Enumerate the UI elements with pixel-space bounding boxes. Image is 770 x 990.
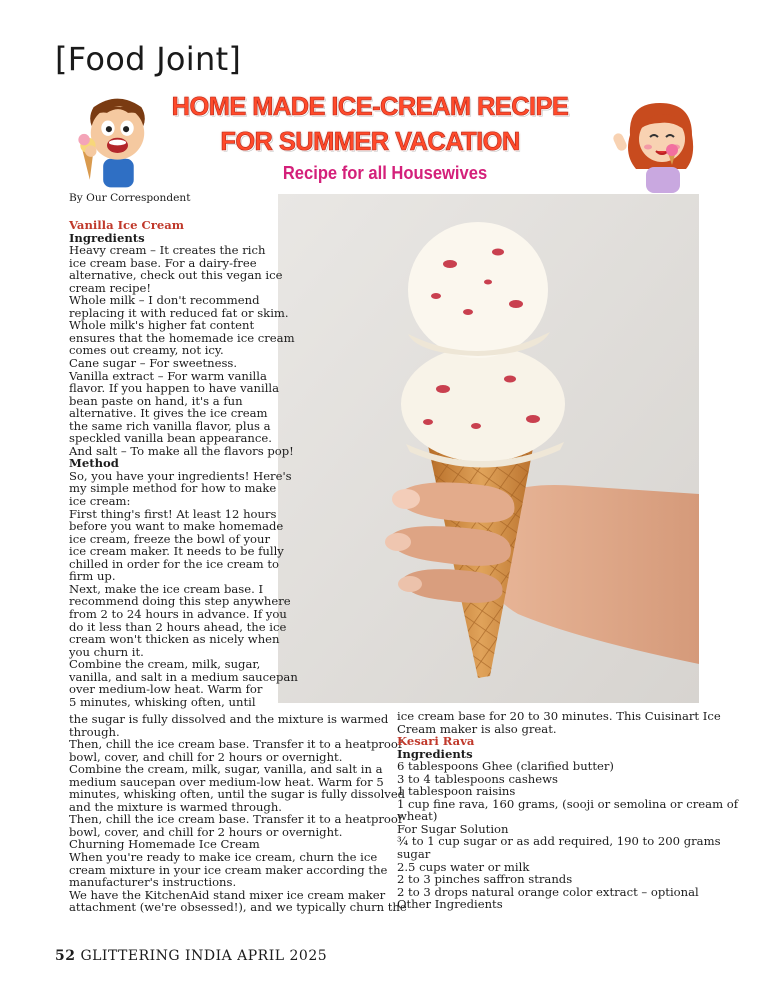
method-line: and the mixture is warmed through. — [69, 799, 282, 814]
method-line: Then, chill the ice cream base. Transfer it to a heatproof — [69, 812, 403, 827]
method-line: you churn it. — [69, 644, 144, 659]
section-label: [Food Joint] — [55, 40, 242, 78]
method-line: firm up. — [69, 569, 116, 584]
ingredient-line: 6 tablespoons Ghee (clarified butter) — [397, 759, 614, 774]
method-line: Churning Homemade Ice Cream — [69, 837, 260, 852]
method-line: bowl, cover, and chill for 2 hours or overnight. — [69, 749, 343, 764]
method-line: ice cream maker. It needs to be fully — [69, 544, 284, 559]
ingredient-line: flavor. If you happen to have vanilla — [69, 381, 280, 396]
girl-dress — [646, 167, 680, 193]
method-line: ice cream base for 20 to 30 minutes. This Cuisinart Ice — [397, 709, 721, 723]
method-line: over medium-low heat. Warm for — [69, 682, 263, 697]
ingredient-line: Heavy cream – It creates the rich — [69, 243, 266, 258]
cartoon-girl-illustration — [610, 95, 710, 195]
ingredient-line: ¾ to 1 cup sugar or as add required, 190 to 200 grams — [397, 834, 721, 849]
method-line: Then, chill the ice cream base. Transfer it to a heatproof — [69, 737, 403, 752]
method-line: vanilla, and salt in a medium saucepan — [69, 669, 298, 684]
section-title-kesari: Kesari Rava — [397, 734, 475, 749]
ingredient-line: alternative, check out this vegan ice — [69, 268, 283, 283]
kesari-column — [397, 710, 738, 911]
ingredient-line: replacing it with reduced fat or skim. — [69, 305, 289, 320]
page-number: 52 — [55, 948, 76, 964]
top-scoop — [408, 222, 548, 358]
method-line: before you want to make homemade — [69, 519, 284, 534]
method-line: ice cream, freeze the bowl of your — [69, 531, 271, 546]
ingredient-line: alternative. It gives the ice cream — [69, 406, 268, 421]
ingredient-line: ice cream base. For a dairy-free — [69, 255, 257, 270]
publication-name: GLITTERING INDIA APRIL 2025 — [80, 948, 328, 964]
ingredient-line: Whole milk – I don't recommend — [69, 293, 260, 308]
ingredient-line: Whole milk's higher fat content — [69, 318, 255, 333]
method-line: attachment (we're obsessed!), and we typically churn the — [69, 900, 407, 915]
method-line: cream mixture in your ice cream maker according the — [69, 862, 388, 877]
method-line: bowl, cover, and chill for 2 hours or overnight. — [69, 824, 343, 839]
ingredient-line: sugar — [397, 847, 431, 862]
ingredient-line: Other Ingredients — [397, 897, 503, 912]
ingredient-line: 2.5 cups water or milk — [397, 859, 530, 874]
method-line: do it less than 2 hours ahead, the ice — [69, 619, 287, 634]
method-line: First thing's first! At least 12 hours — [69, 506, 277, 521]
headline-line-2: FOR SUMMER VACATION — [220, 128, 520, 156]
ingredient-line: Cane sugar – For sweetness. — [69, 356, 238, 371]
ingredient-line: the same rich vanilla flavor, plus a — [69, 418, 271, 433]
ingredient-line: comes out creamy, not icy. — [69, 343, 224, 358]
method-line: Cream maker is also great. — [397, 721, 557, 736]
method-line: minutes, whisking often, until the sugar is fully dissolved — [69, 787, 406, 802]
ingredient-line: ensures that the homemade ice cream — [69, 330, 295, 345]
method-line: We have the KitchenAid stand mixer ice cream maker — [69, 887, 386, 902]
method-line: chilled in order for the ice cream to — [69, 556, 279, 571]
method-line: medium saucepan over medium-low heat. Warm for 5 — [69, 774, 384, 789]
method-line: 5 minutes, whisking often, until — [69, 694, 256, 709]
method-line: cream won't thicken as nicely when — [69, 632, 280, 647]
ingredient-line: wheat) — [397, 809, 438, 824]
ingredients-heading: Ingredients — [69, 230, 145, 245]
ice-cream-cone-photo — [278, 194, 699, 703]
subtitle: Recipe for all Housewives — [282, 163, 488, 183]
method-line: When you're ready to make ice cream, churn the ice — [69, 850, 378, 865]
ingredient-line: For Sugar Solution — [397, 821, 509, 836]
bottom-scoop — [401, 346, 565, 462]
method-heading: Method — [69, 456, 119, 471]
ingredient-line: 2 to 3 pinches saffron strands — [397, 872, 573, 887]
ingredient-line: 1 tablespoon raisins — [397, 784, 516, 799]
ingredient-line: 1 cup fine rava, 160 grams, (sooji or semolina or cream of — [397, 796, 739, 811]
method-line: through. — [69, 724, 120, 739]
method-line: Next, make the ice cream base. I — [69, 581, 264, 596]
section-title-vanilla: Vanilla Ice Cream — [69, 218, 185, 232]
byline: By Our Correspondent — [69, 192, 191, 204]
method-line: Combine the cream, milk, sugar, vanilla, and salt in a — [69, 762, 383, 777]
ingredient-line: Vanilla extract – For warm vanilla — [69, 368, 267, 383]
method-line: recommend doing this step anywhere — [69, 594, 291, 609]
method-line: my simple method for how to make — [69, 481, 277, 496]
ingredient-line: cream recipe! — [69, 280, 152, 295]
method-line: manufacturer's instructions. — [69, 875, 237, 890]
method-line: So, you have your ingredients! Here's — [69, 468, 292, 483]
boy-shirt — [103, 159, 134, 188]
method-line: from 2 to 24 hours in advance. If you — [69, 606, 287, 621]
method-line: ice cream: — [69, 494, 131, 509]
page-footer — [55, 948, 327, 964]
ingredient-line: 3 to 4 tablespoons cashews — [397, 771, 558, 786]
ingredients-heading: Ingredients — [397, 746, 473, 761]
ingredient-line: bean paste on hand, it's a fun — [69, 393, 243, 408]
vanilla-column — [69, 219, 298, 708]
method-line: Combine the cream, milk, sugar, — [69, 657, 261, 672]
vanilla-column-continued — [69, 713, 407, 914]
headline-line-1: HOME MADE ICE-CREAM RECIPE — [171, 93, 569, 121]
ingredient-line: And salt – To make all the flavors pop! — [69, 443, 294, 458]
ingredient-line: 2 to 3 drops natural orange color extract – optional — [397, 884, 699, 899]
girl-ice-cream — [666, 144, 678, 156]
method-line: the sugar is fully dissolved and the mixture is warmed — [69, 712, 389, 726]
ingredient-line: speckled vanilla bean appearance. — [69, 431, 272, 446]
